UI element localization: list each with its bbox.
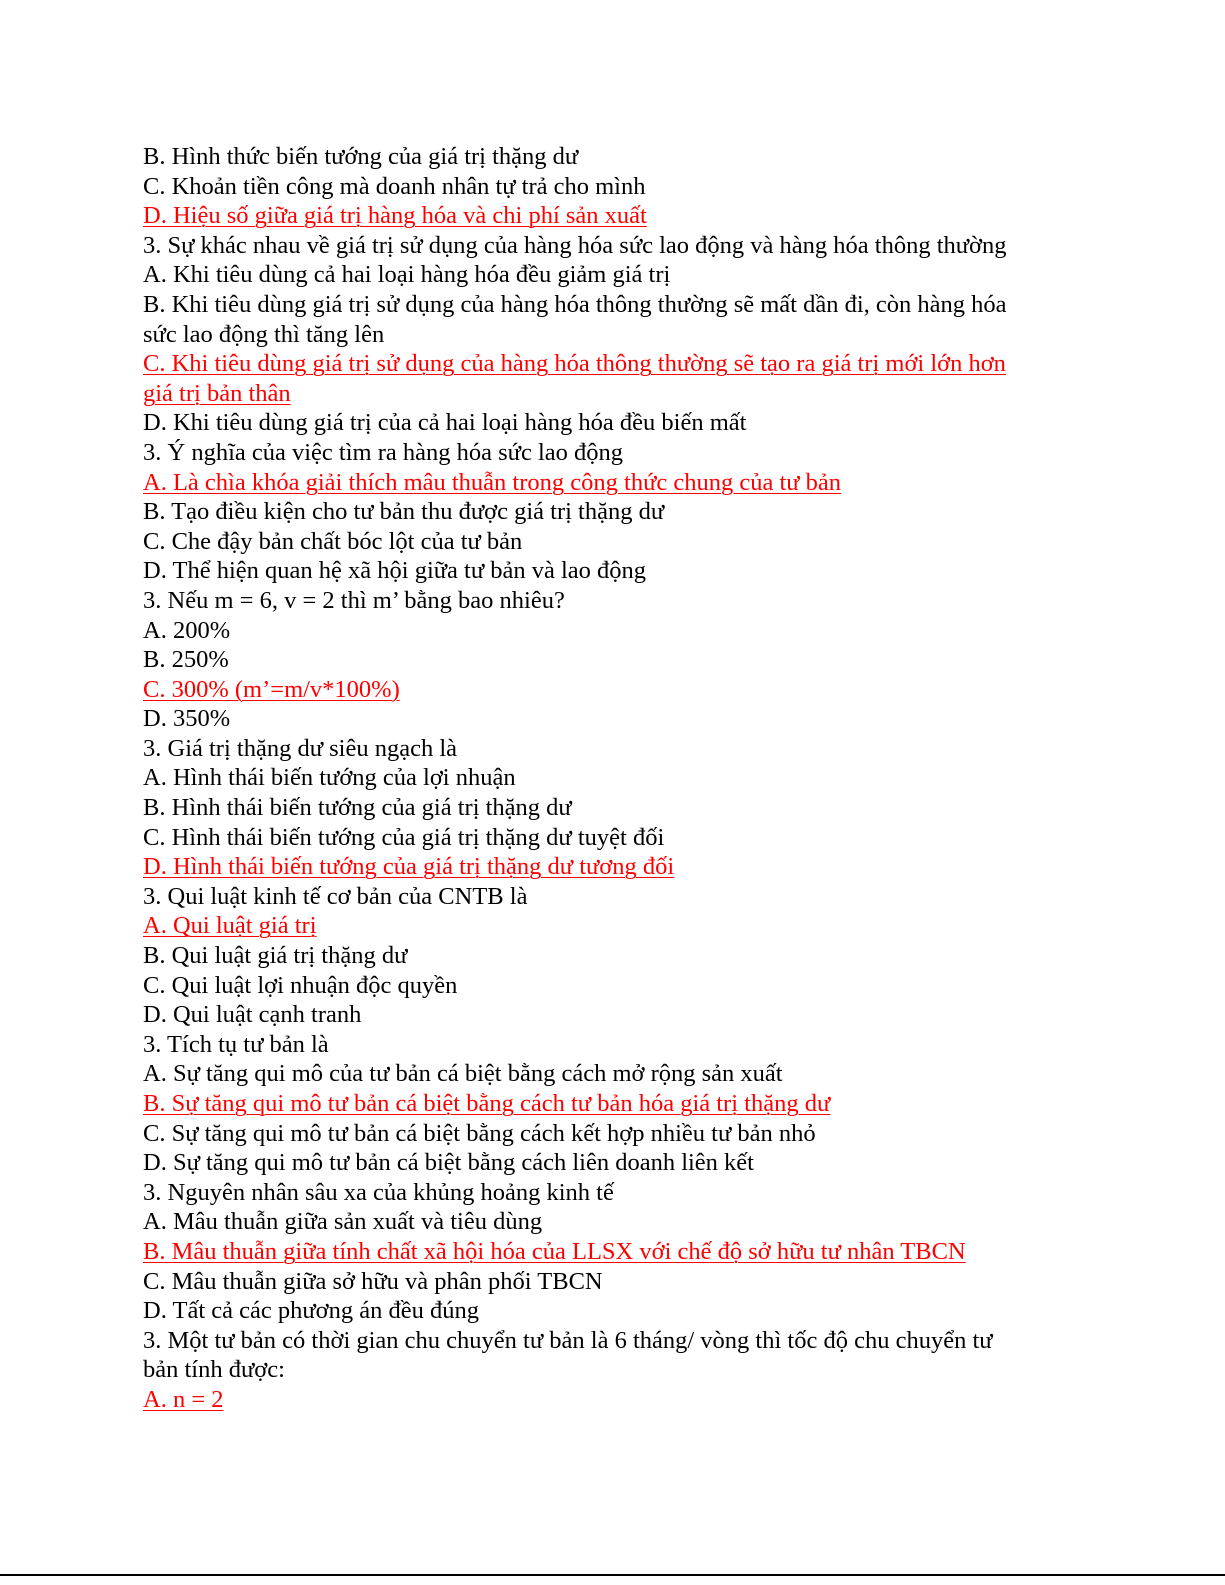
text-line: B. Khi tiêu dùng giá trị sử dụng của hàng hóa thông thường sẽ mất dần đi, còn hàng hóa — [143, 290, 1007, 318]
correct-answer-line: A. Qui luật giá trị — [143, 912, 317, 940]
text-line: A. Khi tiêu dùng cả hai loại hàng hóa đều giảm giá trị — [143, 261, 671, 289]
text-line: C. Hình thái biến tướng của giá trị thặng dư tuyệt đối — [143, 823, 665, 851]
text-line: sức lao động thì tăng lên — [143, 320, 385, 348]
text-line: D. Khi tiêu dùng giá trị của cả hai loại hàng hóa đều biến mất — [143, 409, 747, 437]
text-line: D. Thể hiện quan hệ xã hội giữa tư bản và lao động — [143, 557, 647, 585]
document-body — [143, 142, 1068, 1415]
text-line: 3. Nếu m = 6, v = 2 thì m’ bằng bao nhiêu? — [143, 586, 565, 614]
text-line: D. Tất cả các phương án đều đúng — [143, 1297, 480, 1325]
text-line: B. Hình thức biến tướng của giá trị thặng dư — [143, 143, 579, 170]
text-line: C. Che đậy bản chất bóc lột của tư bản — [143, 527, 523, 555]
correct-answer-line: A. n = 2 — [143, 1385, 224, 1413]
correct-answer-line: giá trị bản thân — [143, 379, 291, 407]
text-line: 3. Giá trị thặng dư siêu ngạch là — [143, 734, 458, 762]
text-line: 3. Sự khác nhau về giá trị sử dụng của hàng hóa sức lao động và hàng hóa thông thường — [143, 231, 1007, 259]
text-line: B. 250% — [143, 646, 229, 674]
correct-answer-line: C. 300% (m’=m/v*100%) — [143, 675, 400, 703]
text-line: D. Qui luật cạnh tranh — [143, 1001, 362, 1029]
text-line: 3. Một tư bản có thời gian chu chuyển tư bản là 6 tháng/ vòng thì tốc độ chu chuyển tư — [143, 1326, 993, 1354]
correct-answer-line: A. Là chìa khóa giải thích mâu thuẫn trong công thức chung của tư bản — [143, 468, 842, 496]
text-line: 3. Ý nghĩa của việc tìm ra hàng hóa sức lao động — [143, 438, 623, 466]
correct-answer-line: B. Sự tăng qui mô tư bản cá biệt bằng cách tư bản hóa giá trị thặng dư — [143, 1090, 831, 1117]
text-line: B. Hình thái biến tướng của giá trị thặng dư — [143, 794, 572, 822]
text-line: A. 200% — [143, 616, 231, 644]
correct-answer-line: C. Khi tiêu dùng giá trị sử dụng của hàng hóa thông thường sẽ tạo ra giá trị mới lớn hơn — [143, 350, 1006, 378]
text-line: A. Hình thái biến tướng của lợi nhuận — [143, 764, 516, 792]
correct-answer-line: D. Hình thái biến tướng của giá trị thặng dư tương đối — [143, 853, 675, 881]
correct-answer-line: B. Mâu thuẫn giữa tính chất xã hội hóa của LLSX với chế độ sở hữu tư nhân TBCN — [143, 1237, 966, 1265]
page-bottom-rule — [0, 1574, 1225, 1576]
text-line: 3. Nguyên nhân sâu xa của khủng hoảng kinh tế — [143, 1178, 614, 1206]
text-line: D. Sự tăng qui mô tư bản cá biệt bằng cách liên doanh liên kết — [143, 1149, 754, 1177]
text-line: A. Mâu thuẫn giữa sản xuất và tiêu dùng — [143, 1208, 543, 1236]
correct-answer-line: D. Hiệu số giữa giá trị hàng hóa và chi phí sản xuất — [143, 202, 647, 230]
text-line: 3. Qui luật kinh tế cơ bản của CNTB là — [143, 882, 528, 910]
text-line: D. 350% — [143, 705, 231, 733]
text-line: B. Qui luật giá trị thặng dư — [143, 942, 408, 970]
text-line: bản tính được: — [143, 1356, 285, 1384]
text-line: C. Mâu thuẫn giữa sở hữu và phân phối TBCN — [143, 1267, 603, 1295]
text-line: C. Sự tăng qui mô tư bản cá biệt bằng cách kết hợp nhiều tư bản nhỏ — [143, 1119, 816, 1147]
text-line: B. Tạo điều kiện cho tư bản thu được giá trị thặng dư — [143, 498, 665, 526]
text-line: C. Khoản tiền công mà doanh nhân tự trả cho mình — [143, 172, 646, 200]
text-line: C. Qui luật lợi nhuận độc quyền — [143, 971, 458, 999]
text-line: A. Sự tăng qui mô của tư bản cá biệt bằng cách mở rộng sản xuất — [143, 1060, 783, 1088]
text-line: 3. Tích tụ tư bản là — [143, 1030, 329, 1058]
